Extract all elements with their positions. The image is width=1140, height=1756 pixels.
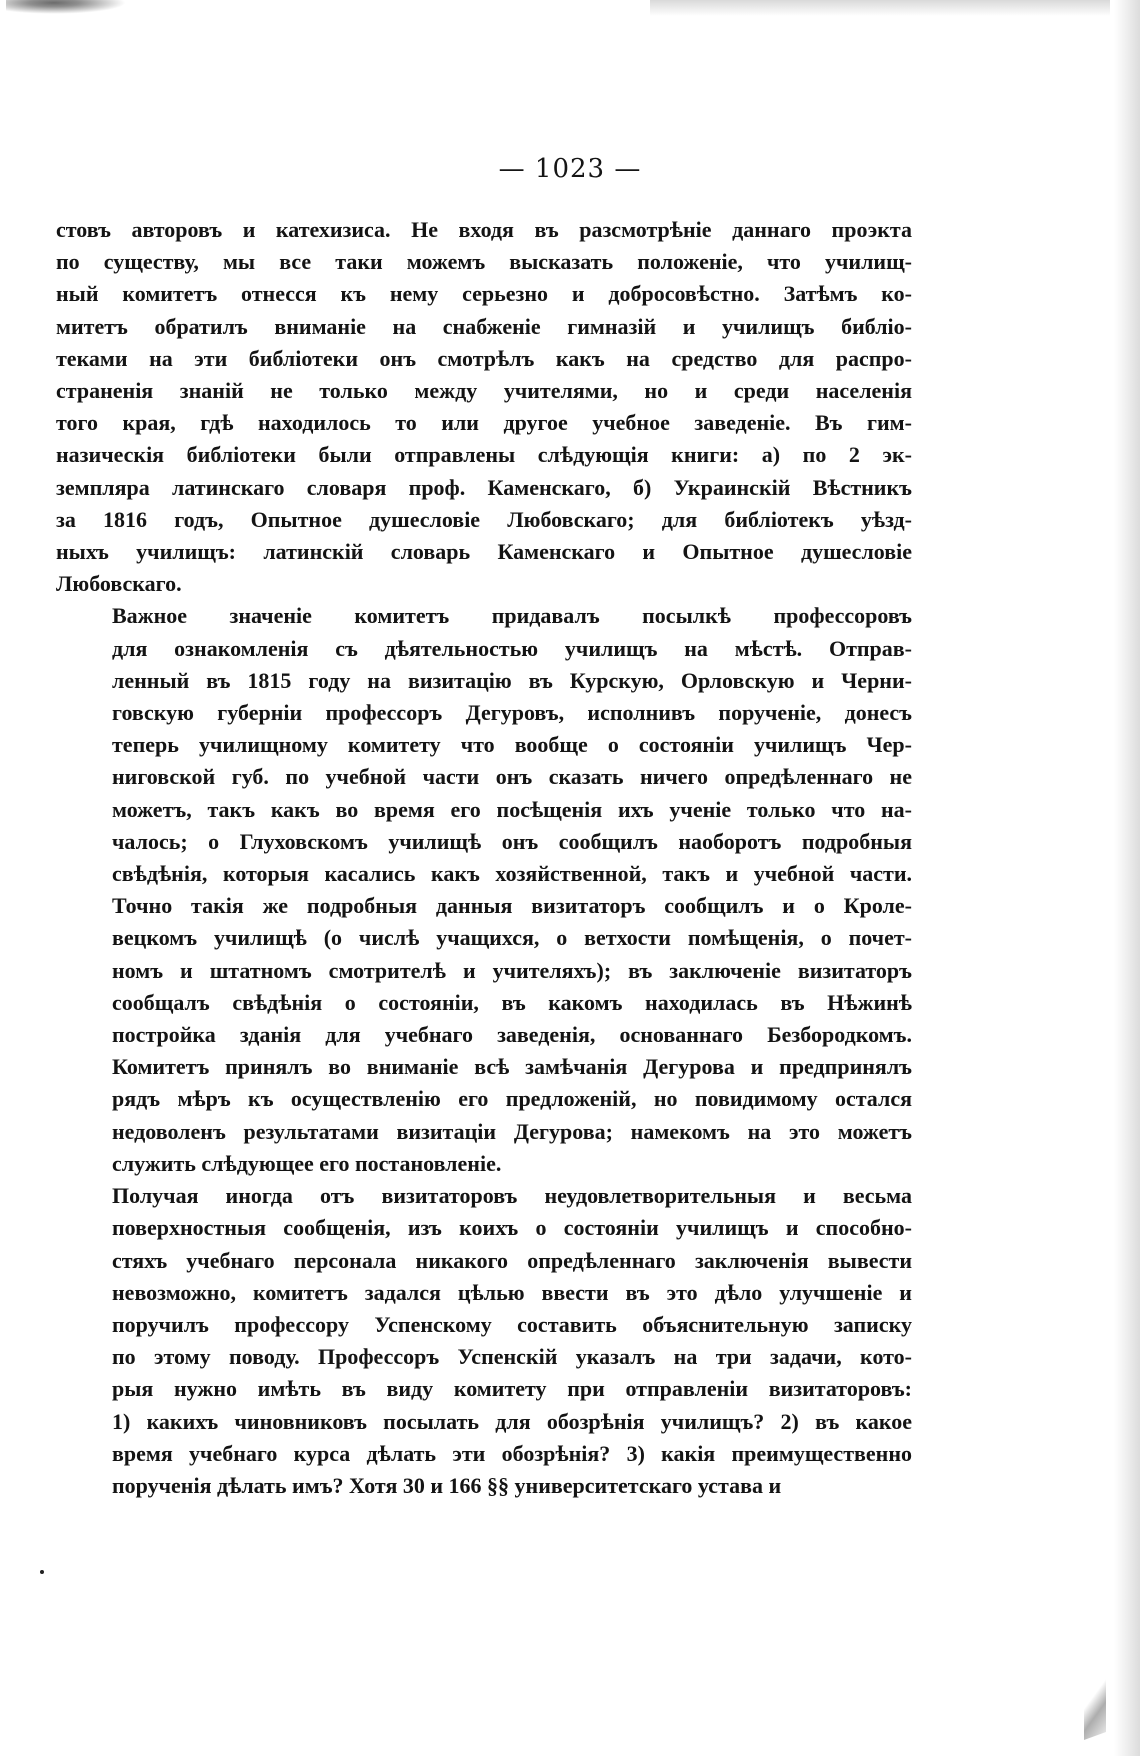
- text-line: теперь училищному комитету что вообще о состояніи училищъ Чер-: [112, 732, 912, 758]
- text-line: служить слѣдующее его постановленіе.: [112, 1150, 502, 1176]
- text-line: по существу, мы все таки можемъ высказать положеніе, что училищ-: [56, 249, 912, 275]
- text-line: ныхъ училищъ: латинскій словарь Каменскаго и Опытное душесловіе: [56, 539, 912, 565]
- text-line: сообщалъ свѣдѣнія о состояніи, въ какомъ находилась въ Нѣжинѣ: [112, 989, 912, 1015]
- text-line: назическія библіотеки были отправлены слѣдующія книги: а) по 2 эк-: [56, 442, 912, 468]
- text-line: для ознакомленія съ дѣятельностью училищъ на мѣстѣ. Отправ-: [112, 635, 912, 661]
- text-line: поручилъ профессору Успенскому составить объяснительную записку: [112, 1311, 912, 1337]
- scan-edge: [1114, 0, 1140, 1756]
- text-line: Любовскаго.: [56, 571, 182, 597]
- text-line: за 1816 годъ, Опытное душесловіе Любовскаго; для библіотекъ уѣзд-: [56, 506, 912, 532]
- text-line: говскую губерніи профессоръ Дегуровъ, исполнивъ порученіе, донесъ: [112, 700, 912, 726]
- text-line: ный комитетъ отнесся къ нему серьезно и добросовѣстно. Затѣмъ ко-: [56, 281, 912, 307]
- text-line: чалось; о Глуховскомъ училищѣ онъ сообщилъ наоборотъ подробныя: [112, 828, 912, 854]
- text-line: постройка зданія для учебнаго заведенія, основаннаго Безбородкомъ.: [112, 1022, 912, 1048]
- text-line: ниговской губ. по учебной части онъ сказать ничего опредѣленнаго не: [112, 764, 912, 790]
- text-line: рядъ мѣръ къ осуществленію его предложеній, но повидимому остался: [112, 1086, 912, 1112]
- text-line: время учебнаго курса дѣлать эти обозрѣнія? 3) какія преимущественно: [112, 1440, 912, 1466]
- page-number: — 1023 —: [498, 154, 642, 184]
- text-line: невозможно, комитетъ задался цѣлью ввести въ это дѣло улучшеніе и: [112, 1279, 912, 1305]
- text-line: Точно такія же подробныя данныя визитаторъ сообщилъ и о Кроле-: [112, 893, 912, 919]
- scan-smudge: [6, 0, 126, 14]
- text-line: свѣдѣнія, которыя касались какъ хозяйственной, такъ и учебной части.: [112, 861, 912, 887]
- text-line: недоволенъ результатами визитаціи Дегурова; намекомъ на это можетъ: [112, 1118, 912, 1144]
- text-line: Комитетъ принялъ во вниманіе всѣ замѣчанія Дегурова и предпринялъ: [112, 1054, 912, 1080]
- text-line: ленный въ 1815 году на визитацію въ Курскую, Орловскую и Черни-: [112, 667, 912, 693]
- paragraph: [56, 214, 912, 600]
- text-line: стяхъ учебнаго персонала никакого опредѣленнаго заключенія вывести: [112, 1247, 912, 1273]
- paragraph: [56, 600, 912, 1180]
- paragraph: [56, 1180, 912, 1502]
- text-line: можетъ, такъ какъ во время его посѣщенія ихъ ученіе только что на-: [112, 796, 912, 822]
- text-line: страненія знаній не только между учителями, но и среди населенія: [56, 378, 912, 404]
- text-line: того края, гдѣ находилось то или другое учебное заведеніе. Въ гим-: [56, 410, 912, 436]
- scan-shadow: [650, 0, 1110, 16]
- text-line: по этому поводу. Профессоръ Успенскій указалъ на три задачи, кото-: [112, 1344, 912, 1370]
- text-line: митетъ обратилъ вниманіе на снабженіе гимназій и училищъ библіо-: [56, 313, 912, 339]
- text-line: Получая иногда отъ визитаторовъ неудовлетворительныя и весьма: [112, 1183, 912, 1209]
- page-corner-fold: [1084, 1678, 1106, 1740]
- text-line: теками на эти библіотеки онъ смотрѣлъ какъ на средство для распро-: [56, 345, 912, 371]
- text-line: порученія дѣлать имъ? Хотя 30 и 166 §§ университетскаго устава и: [112, 1472, 782, 1498]
- text-line: стовъ авторовъ и катехизиса. Не входя въ разсмотрѣніе даннаго проэкта: [56, 217, 912, 242]
- body-text: [56, 214, 912, 1502]
- text-line: поверхностныя сообщенія, изъ коихъ о состояніи училищъ и способно-: [112, 1215, 912, 1241]
- text-line: 1) какихъ чиновниковъ посылать для обозрѣнія училищъ? 2) въ какое: [112, 1408, 912, 1434]
- text-line: Важное значеніе комитетъ придавалъ посылкѣ профессоровъ: [112, 603, 912, 629]
- margin-dot: [40, 1570, 44, 1574]
- text-line: вецкомъ училищѣ (о числѣ учащихся, о ветхости помѣщенія, о почет-: [112, 925, 912, 951]
- text-line: рыя нужно имѣть въ виду комитету при отправленіи визитаторовъ:: [112, 1376, 912, 1402]
- text-line: земпляра латинскаго словаря проф. Каменскаго, б) Украинскій Вѣстникъ: [56, 474, 912, 500]
- text-line: номъ и штатномъ смотрителѣ и учителяхъ); въ заключеніе визитаторъ: [112, 957, 912, 983]
